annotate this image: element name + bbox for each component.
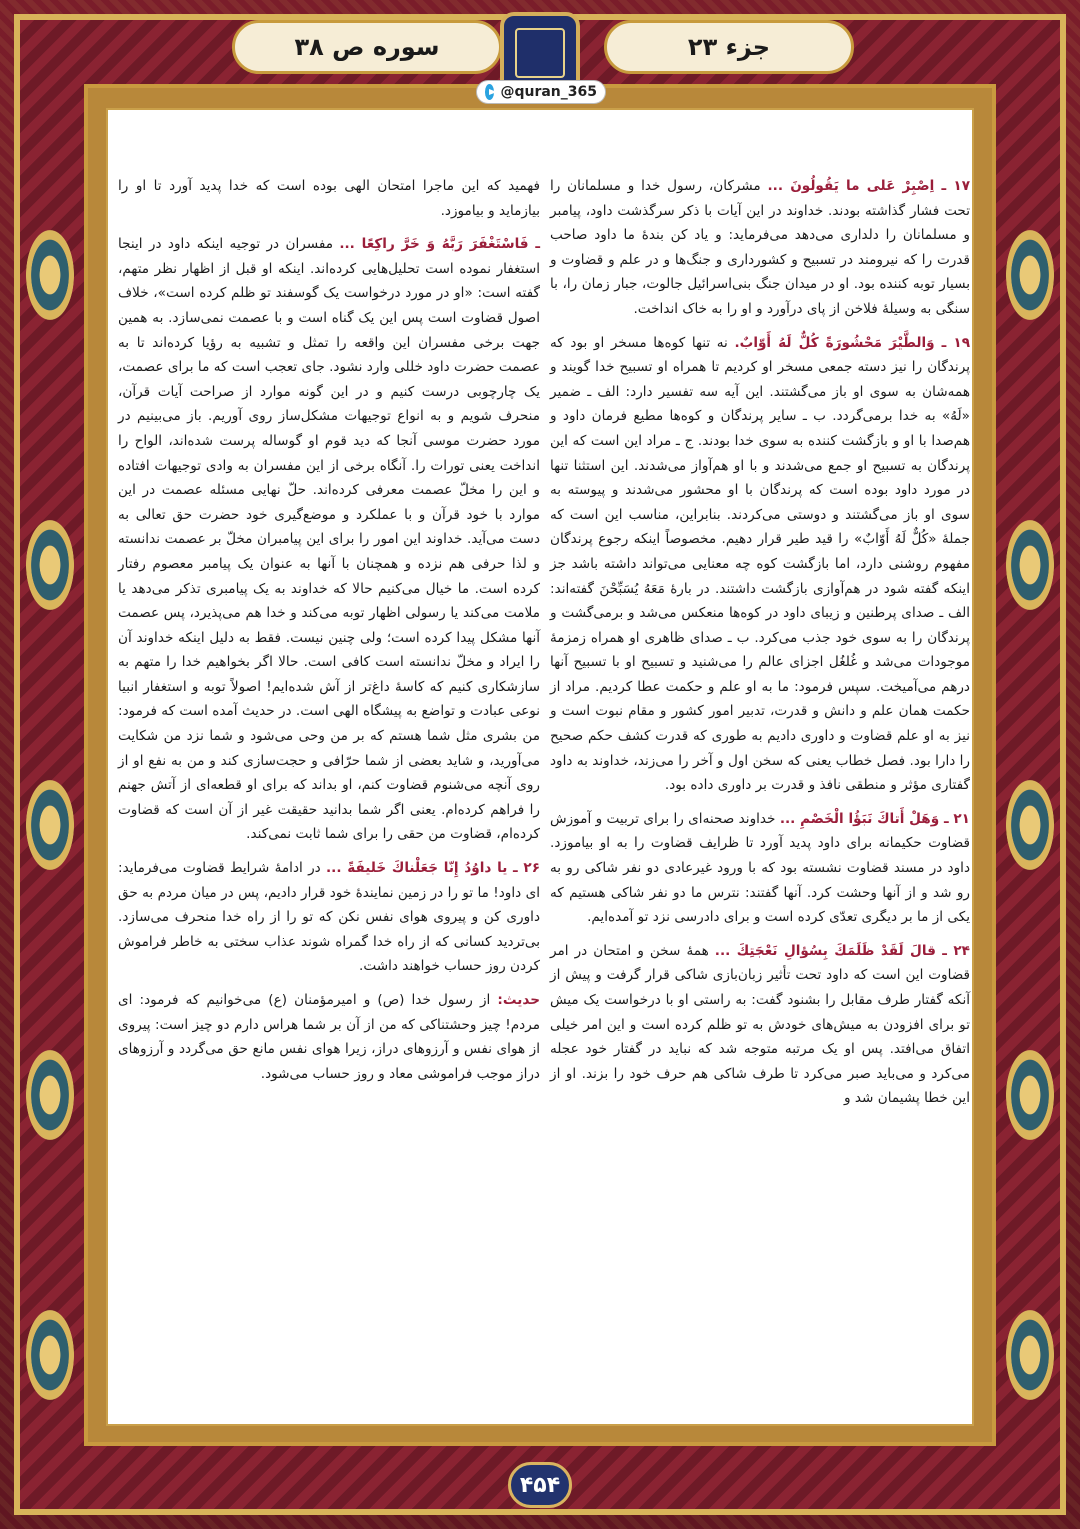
left-column xyxy=(118,174,540,1095)
commentary: خداوند صحنه‌اى را براى تربيت و آموزش قضاوت حكيمانه براى داود پديد آورد تا ظرايف قضاوت را به او بياموزد. داود در مسند قضاوت نشسته بود كه با ورود غيرعادى دو نفر شاكى رو به رو شد و از آنها وحشت كرد. آنها گفتند: نترس ما دو نفر شاكى هستيم كه يكى از ما بر ديگرى تعدّى كرده است و براى دادرسى نزد تو آمده‌ايم. xyxy=(550,810,970,926)
surah-title: سوره ص ۳۸ xyxy=(294,33,440,61)
border-medallion xyxy=(26,780,74,870)
border-medallion xyxy=(1006,1310,1054,1400)
verse-ref: ۲۱ ـ وَهَلْ أَتاكَ نَبَؤُا الْخَصْمِ ... xyxy=(779,810,970,827)
telegram-icon xyxy=(485,84,494,100)
commentary: در ادامهٔ شرايط قضاوت مى‌فرمايد: اى داود! ما تو را در زمين نمايندهٔ خود قرار داديم، پس در ميان مردم به حق داورى كن و پيروى هواى نفس نكن كه تو را از راه خدا منحرف مى‌سازد. بى‌ترديد كسانى كه از راه خدا گمراه شوند عذاب سختى به خاطر فراموش كردن روز حساب خواهند داشت. xyxy=(118,860,540,975)
commentary: مفسران در توجيه اينكه داود در اينجا استغفار نموده است تحليل‌هايى كرده‌اند. اينكه او قبل از اظهار نظر متهم، گفته است: «او در مورد درخواست يک گوسفند تو ظلم كرده است»، خلاف اصول قضاوت است پس اين يک گناه است و با عصمت نمى‌سازد. به همين جهت برخى مفسران اين واقعه را تمثل و تشبيه به رؤيا كرده‌اند تا به عصمت حضرت داود خللى وارد نشود. جاى تعجب است كه ما براى عصمت، يک چارچوبى درست كنيم و در اين گونه موارد از صراحت آيات قرآن، منحرف شويم و به انواع توجيهات مشكل‌ساز روى آوريم. باز مى‌بينيم در مورد حضرت موسى آنجا كه ديد قوم او گوساله پرست شده‌اند، الواح را انداخت يعنى تورات را. آنگاه برخى از اين مفسران به وادى توجيهات افتاده و اين را مخلّ عصمت معرفى كرده‌اند. حلّ نهايى مسئله عصمت در اين موارد با خود قرآن و با عملكرد و موضع‌گيرى خود حضرت حق تعالى به دست مى‌آيد. خداوند اين امور را براى اين پيامبران مخلّ بر عصمت ندانسته و لذا حرفى هم نزده و همچنان با آنها به عنوان يک پيامبر معصوم رفتار كرده است. ما خيال مى‌كنيم حالا كه خداوند به يک پيامبرى تذكر مى‌دهد يا ملامت مى‌كند يا رسولى اظهار توبه مى‌كند و خدا هم مى‌پذيرد، پس عصمت آنها مشكل پيدا كرده است؛ ولى چنين نيست. فقط به دليل اينكه خداوند آن را ايراد و مخلّ ندانسته است كافى است. حالا اگر بخواهيم خدا را متهم به سازشكارى كنيم كه كاسهٔ داغ‌تر از آش شده‌ايم! اصولاً توبه و استغفار انبيا نوعى عبادت و تواضع به پيشگاه الهى است. در حديث آمده است كه فرمود: من بشرى مثل شما هستم كه بر من وحى مى‌شود و شما نزد من شكايت مى‌آوريد، و شايد بعضى از شما حرّافى و حجت‌سازى كند و من به نفع او از روى آنچه مى‌شنوم قضاوت كنم، او بداند كه براى او قطعه‌اى از آتش جهنم را فراهم كرده‌ام. يعنى اگر شما بدانيد حقيقت غير از آن است كه قضاوت كرده‌ام، قضاوت من حقى را براى شما ثابت نمى‌كند. xyxy=(118,236,540,843)
border-medallion xyxy=(26,1050,74,1140)
border-medallion xyxy=(26,1310,74,1400)
border-medallion xyxy=(1006,780,1054,870)
hadith-label: حديث: xyxy=(497,992,540,1008)
paragraph xyxy=(118,856,540,979)
surah-cartouche xyxy=(232,20,502,74)
paragraph xyxy=(550,331,970,798)
verse-ref: ۲۶ ـ يا داوُدُ إِنّا جَعَلْناكَ خَليفَةً ... xyxy=(326,860,540,877)
border-medallion xyxy=(1006,230,1054,320)
border-medallion xyxy=(26,520,74,610)
page-number-badge xyxy=(508,1462,572,1508)
border-medallion xyxy=(1006,520,1054,610)
logo-calligraphy-icon xyxy=(515,28,565,78)
paragraph xyxy=(118,174,540,223)
commentary: فهميد كه اين ماجرا امتحان الهى بوده است كه خدا پديد آورد تا او را بيازمايد و بياموزد. xyxy=(118,178,540,219)
commentary: نه تنها كوه‌ها مسخر او بود كه پرندگان را نيز دسته جمعى مسخر او كرديم تا همراه او تسبيح خدا گويند و همه‌شان به سوى او باز مى‌گشتند. اين آيه سه تفسير دارد: الف ـ ضمير «لَهُ» به خدا برمى‌گردد. ب ـ ساير پرندگان و كوه‌ها مطيع فرمان داود و هم‌صدا با او و بازگشت كننده به سوى خدا بودند. ج ـ مراد اين است كه اين پرندگان به تسبيح او جمع مى‌شدند و با او هم‌آواز مى‌شدند. اين استثنا تنها در مورد داود بوده است كه پرندگان با او محشور مى‌شدند و پيوسته به سوى او باز مى‌گشتند و دوستى مى‌كردند. بنابراين، مناسب اين است كه جملهٔ «كُلٌّ لَهُ أَوّابٌ» را قيد طير قرار دهيم. مخصوصاً اينكه رجوع پرندگان مفهوم روشنى دارد، اما بازگشت كوه چه معنايى مى‌تواند داشته باشد جز اينكه گفته شود در هم‌آوازى بازگشت داشتند. در بارهٔ مَعَهُ يُسَبِّحْنَ گفته‌اند: الف ـ صداى پرطنين و زيباى داود در كوه‌ها منعكس مى‌شد و برمى‌گشت و پرندگان را به سوى خود جذب مى‌كرد. ب ـ صداى ظاهرى او همراه زمزمهٔ موجودات مى‌شد و غُلغُل اجزاى عالم را مى‌شنيد و تسبيح او با تسبيح آنها درهم مى‌آميخت. سپس فرمود: ما به او علم و حكمت عطا كرديم. مراد از حكمت همان علم و دانش و قدرت، تدبير امور كشور و مقام نبوت است و نيز به او علم قضاوت و داورى داديم به طورى كه قدرت كشف حكم صحيح را دارا بود. فصل خطاب يعنى كه سخن اول و آخر را مى‌زند، خداوند به داود گفتارى مؤثر و منطقى نافذ و قدرت بر داورى داده بود. xyxy=(550,334,970,794)
commentary: مشركان، رسول خدا و مسلمانان را تحت فشار گذاشته بودند. خداوند در اين آيات با ذكر سرگذشت داود، پيامبر و مسلمانان را دلدارى مى‌دهد مى‌فرمايد: و ياد كن بندهٔ ما داود صاحب قدرت را كه نيرومند در تسبيح و كشوردارى و جنگ‌ها و در علم و قضاوت و بسيار توبه كننده بود. او در ميدان جنگ بنى‌اسرائيل جالوت، جبار زمان را، با سنگى به وسيلهٔ فلاخن از پاى درآورد و او را به خاک انداخت. xyxy=(550,178,970,317)
paragraph xyxy=(550,174,970,322)
right-column xyxy=(550,174,970,1120)
juz-title: جزء ۲۳ xyxy=(687,33,771,61)
commentary: همهٔ سخن و امتحان در امر قضاوت اين است كه داود تحت تأثير زبان‌بازى شاكى قرار گرفت و پيش از آنكه گفتار طرف مقابل را بشنود گفت: به راستى او با درخواست يک ميش تو براى افزودن به ميش‌هاى خودش به تو ظلم كرده است و اين امر خيلى اتفاق مى‌افتد. پس او يک مرتبه متوجه شد كه نبايد در گفتار خود عجله مى‌كرد و مى‌بايد صبر مى‌كرد تا طرف شاكى هم حرف خود را بزند. او از اين خطا پشيمان شد و xyxy=(550,942,970,1107)
paragraph xyxy=(550,939,970,1111)
verse-ref: ۱۷ ـ اِصْبِرْ عَلى ما يَقُولُونَ ... xyxy=(767,178,970,194)
border-medallion xyxy=(1006,1050,1054,1140)
page-number: ۴۵۴ xyxy=(519,1472,561,1498)
juz-cartouche xyxy=(604,20,854,74)
verse-ref: ۲۴ ـ قالَ لَقَدْ ظَلَمَكَ بِسُؤالِ نَعْجَتِكَ ... xyxy=(714,942,970,959)
commentary: از رسول خدا (ص) و اميرمؤمنان (ع) مى‌خوانيم كه فرمود: اى مردم! چيز وحشتناكى كه من از آن بر شما هراس دارم دو چيز است: پيروى از هواى نفس و آرزوهاى دراز، زيرا هواى نفس مانع حق مى‌گردد و آرزوهاى دراز موجب فراموشى معاد و روز حساب مى‌شود. xyxy=(118,992,540,1082)
verse-ref: ۱۹ ـ وَالطَّيْرَ مَحْشُورَةً كُلٌّ لَهُ أَوّابٌ. xyxy=(734,334,970,351)
telegram-handle[interactable] xyxy=(476,80,606,104)
paragraph xyxy=(118,988,540,1086)
paragraph xyxy=(550,807,970,930)
paragraph xyxy=(118,232,540,847)
handle-text: @quran_365 xyxy=(500,84,597,100)
border-medallion xyxy=(26,230,74,320)
verse-ref: ـ فَاسْتَغْفَرَ رَبَّهُ وَ خَرَّ راكِعًا ... xyxy=(339,236,540,253)
